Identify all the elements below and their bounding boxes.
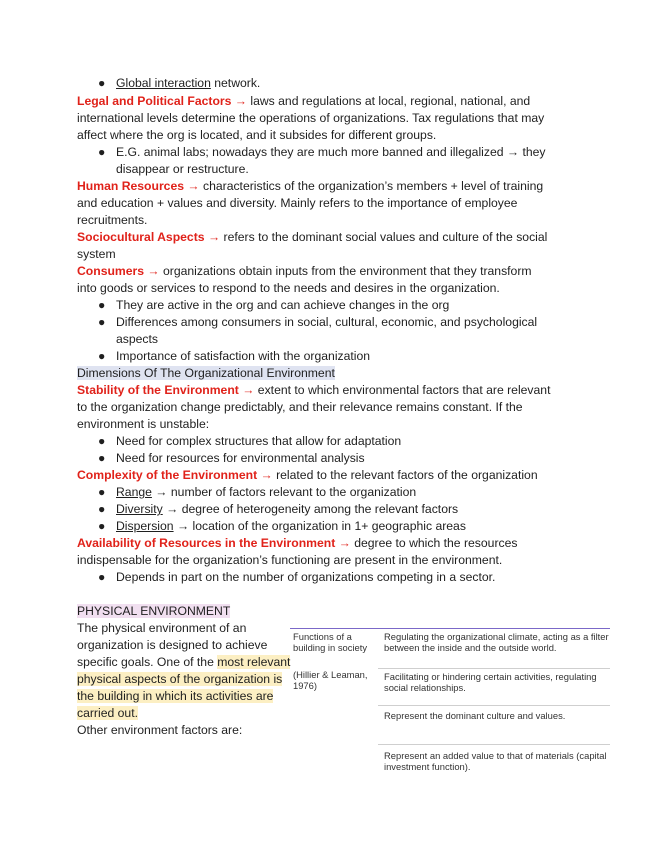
text-line: system — [77, 247, 116, 261]
list-item: Global interaction network. — [116, 76, 261, 90]
text-line: indispensable for the organization’s functioning are present in the environment. — [77, 553, 503, 567]
highlighted-text: most relevant physical aspects of the organization is the building in which its activities are carried out. — [77, 655, 291, 720]
text-line: recruitments. — [77, 213, 148, 227]
text-line: to the organization change predictably, and their relevance remains constant. If the — [77, 400, 523, 414]
consumers-paragraph: Consumers → organizations obtain inputs from the environment that they transform — [77, 264, 532, 278]
human-resources-heading: Human Resources → — [77, 179, 200, 193]
range-term: Range — [116, 485, 152, 499]
legal-political-paragraph: Legal and Political Factors → laws and regulations at local, regional, national, and — [77, 94, 531, 108]
stability-paragraph: Stability of the Environment → extent to which environmental factors that are relevant — [77, 383, 551, 397]
table-left-citation: (Hillier & Leaman, 1976) — [293, 669, 368, 691]
consumers-heading: Consumers → — [77, 264, 160, 278]
stability-heading: Stability of the Environment → — [77, 383, 255, 397]
list-item: Dispersion → location of the organization in 1+ geographic areas — [116, 519, 466, 533]
text-line: environment is unstable: — [77, 417, 210, 431]
sociocultural-heading: Sociocultural Aspects → — [77, 230, 221, 244]
list-item: Depends in part on the number of organizations competing in a sector. — [116, 570, 496, 584]
bullet-dot: ● — [98, 570, 106, 584]
bullet-dot: ● — [98, 485, 106, 499]
table-left-header: Functions of a building in society — [293, 631, 368, 653]
table-row: Regulating the organizational climate, acting as a filter between the inside and the outside world. — [384, 631, 609, 653]
availability-heading: Availability of Resources in the Environment → — [77, 536, 351, 550]
list-item: Range → number of factors relevant to the organization — [116, 485, 417, 499]
list-item: Need for resources for environmental analysis — [116, 451, 365, 465]
bullet-dot: ● — [98, 76, 106, 90]
text-line: international levels determine the operations of organizations. Tax regulations that may — [77, 111, 545, 125]
bullet-dot: ● — [98, 349, 106, 363]
bullet-dot: ● — [98, 145, 106, 159]
list-item: They are active in the org and can achieve changes in the org — [116, 298, 450, 312]
list-item: Importance of satisfaction with the organization — [116, 349, 371, 363]
bullet-dot: ● — [98, 519, 106, 533]
global-interaction-link[interactable]: Global interaction — [116, 76, 211, 90]
table-row: Facilitating or hindering certain activities, regulating social relationships. — [384, 671, 597, 693]
list-item: E.G. animal labs; nowadays they are much more banned and illegalized → they — [116, 145, 546, 159]
list-item: Need for complex structures that allow for adaptation — [116, 434, 402, 448]
bullet-dot: ● — [98, 451, 106, 465]
list-item: Differences among consumers in social, cultural, economic, and psychological — [116, 315, 538, 329]
diversity-term: Diversity — [116, 502, 163, 516]
row-divider — [378, 668, 610, 669]
bullet-dot: ● — [98, 434, 106, 448]
sociocultural-paragraph: Sociocultural Aspects → refers to the dominant social values and culture of the social — [77, 230, 548, 244]
text-line: into goods or services to respond to the needs and desires in the organization. — [77, 281, 500, 295]
bullet-dot: ● — [98, 315, 106, 329]
text-line: affect where the org is located, and it subsides for different groups. — [77, 128, 437, 142]
bullet-dot: ● — [98, 502, 106, 516]
row-divider — [378, 705, 610, 706]
dimensions-title: Dimensions Of The Organizational Environment — [77, 366, 335, 380]
complexity-paragraph: Complexity of the Environment → related to the relevant factors of the organization — [77, 468, 538, 482]
availability-paragraph: Availability of Resources in the Environment → degree to which the resources — [77, 536, 518, 550]
dispersion-term: Dispersion — [116, 519, 174, 533]
text-line: and education + values and diversity. Mainly refers to the importance of employee — [77, 196, 518, 210]
row-divider — [378, 744, 610, 745]
list-item: Diversity → degree of heterogeneity among the relevant factors — [116, 502, 459, 516]
table-row: Represent an added value to that of materials (capital investment function). — [384, 750, 607, 772]
list-item-continued: disappear or restructure. — [116, 162, 249, 176]
table-top-rule — [290, 628, 610, 629]
human-resources-paragraph: Human Resources → characteristics of the organization’s members + level of training — [77, 179, 544, 193]
legal-political-heading: Legal and Political Factors → — [77, 94, 247, 108]
physical-environment-title: PHYSICAL ENVIRONMENT — [77, 604, 231, 618]
complexity-heading: Complexity of the Environment → — [77, 468, 273, 482]
list-item-continued: aspects — [116, 332, 159, 346]
bullet-dot: ● — [98, 298, 106, 312]
table-row: Represent the dominant culture and values. — [384, 710, 566, 721]
physical-environment-paragraph: The physical environment of an organization is designed to achieve specific goals. One of the most relevant physical aspects of the organization is the building in which its activities are carried out. Other environment factors are: — [77, 621, 291, 737]
